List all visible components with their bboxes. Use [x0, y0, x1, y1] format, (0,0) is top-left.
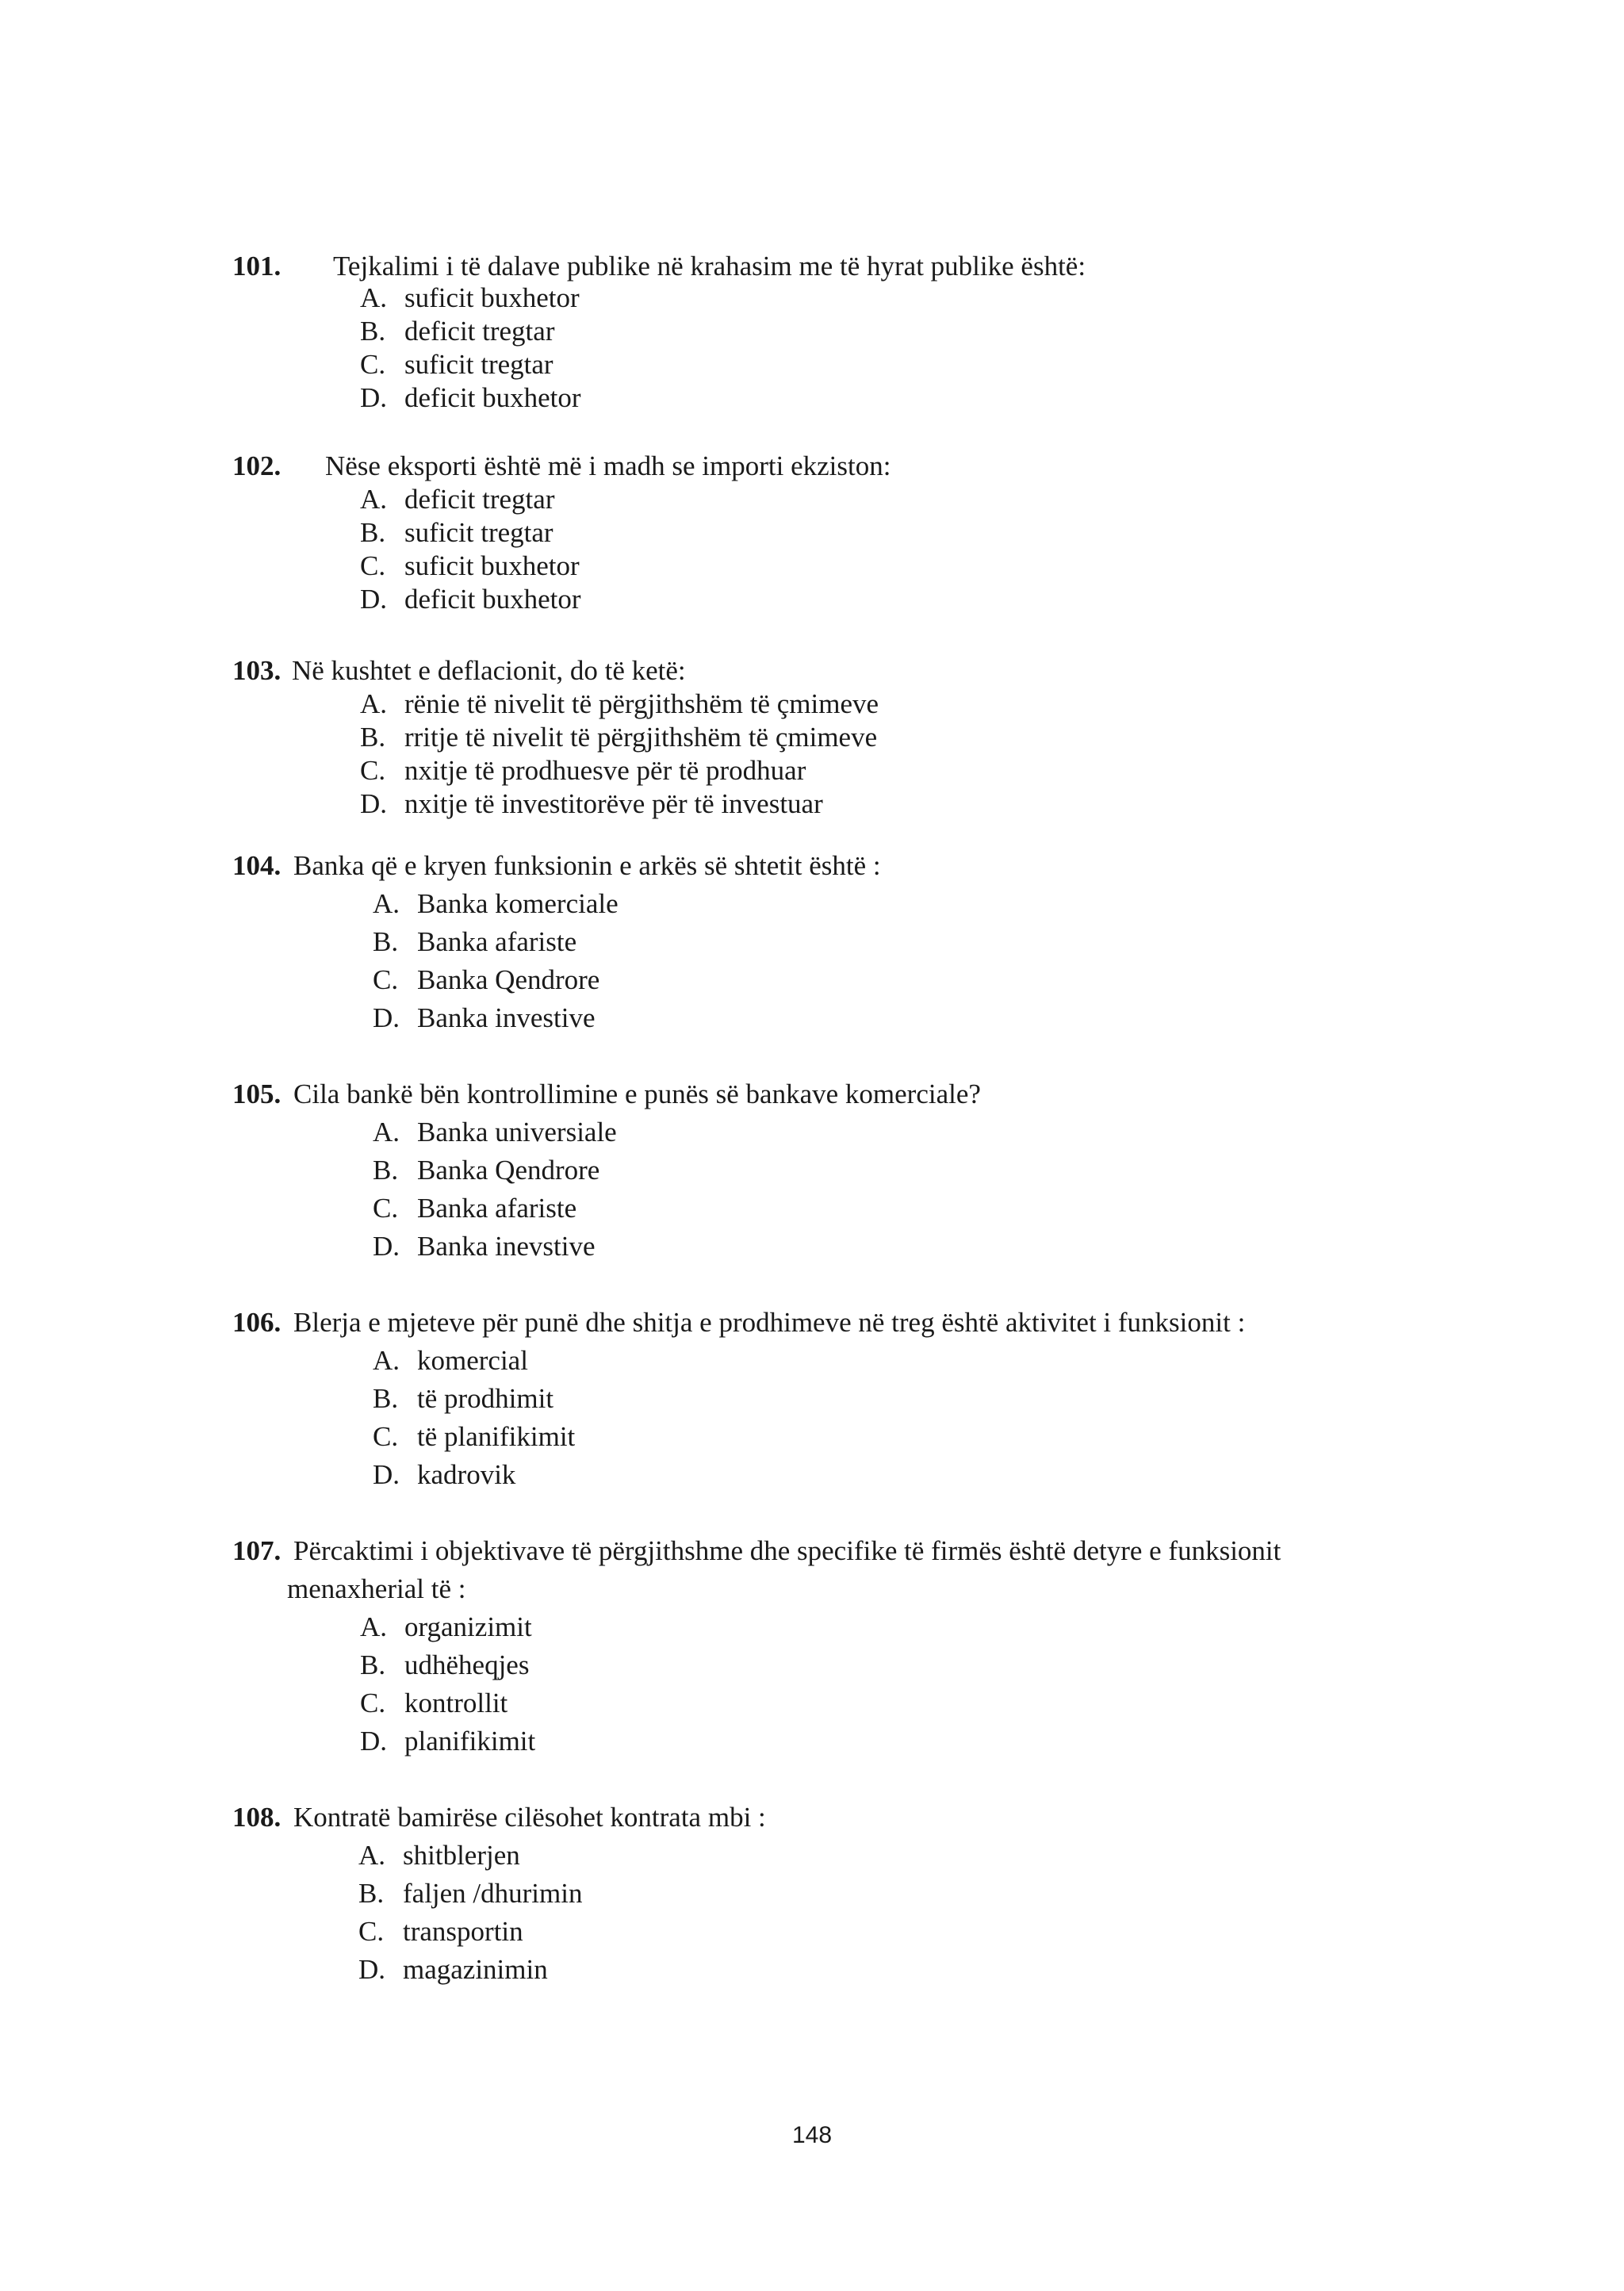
question-number: 105.: [232, 1078, 282, 1109]
option-letter: D.: [360, 584, 388, 615]
answer-option: [373, 966, 599, 994]
option-text: kontrollit: [404, 1688, 508, 1718]
answer-option: [360, 384, 581, 412]
option-letter: B.: [373, 1155, 399, 1186]
answer-option: [360, 790, 823, 818]
option-letter: B.: [360, 316, 386, 347]
option-letter: A.: [373, 1345, 400, 1376]
question-text: Nëse eksporti është më i madh se importi ekziston:: [325, 450, 891, 481]
option-letter: C.: [360, 755, 386, 786]
option-letter: C.: [360, 550, 386, 581]
option-text: nxitje të prodhuesve për të prodhuar: [404, 755, 806, 786]
question-text-continued: menaxherial të :: [287, 1573, 466, 1604]
question-number: 106.: [232, 1307, 282, 1338]
option-letter: B.: [360, 517, 386, 548]
answer-option: [373, 1461, 515, 1488]
option-letter: C.: [358, 1916, 385, 1947]
option-text: nxitje të investitorëve për të investuar: [404, 788, 823, 819]
option-text: Banka inevstive: [417, 1231, 596, 1262]
option-letter: D.: [360, 382, 388, 413]
question-number: 107.: [232, 1535, 282, 1566]
option-letter: D.: [360, 788, 388, 819]
answer-option: [360, 552, 580, 580]
option-text: transportin: [403, 1916, 523, 1947]
option-text: komercial: [417, 1345, 528, 1376]
answer-option: [373, 928, 576, 956]
option-letter: D.: [373, 1002, 400, 1033]
option-letter: C.: [373, 1421, 399, 1452]
question-text: Kontratë bamirëse cilësohet kontrata mbi :: [293, 1802, 766, 1833]
option-text: kadrovik: [417, 1459, 516, 1490]
option-text: deficit buxhetor: [404, 584, 581, 615]
answer-option: [360, 485, 554, 513]
answer-option: [373, 1232, 596, 1260]
answer-option: [360, 284, 580, 312]
answer-option: [373, 890, 619, 918]
option-letter: A.: [360, 282, 388, 313]
answer-option: [358, 1956, 548, 1983]
question-text: Në kushtet e deflacionit, do të ketë:: [292, 655, 686, 686]
option-letter: B.: [358, 1878, 385, 1909]
option-text: suficit tregtar: [404, 349, 553, 380]
option-text: Banka afariste: [417, 926, 577, 957]
answer-option: [360, 723, 877, 751]
option-text: të prodhimit: [417, 1383, 554, 1414]
question-text: Banka që e kryen funksionin e arkës së shtetit është :: [293, 850, 881, 881]
option-letter: B.: [373, 1383, 399, 1414]
answer-option: [360, 1727, 535, 1755]
option-text: Banka komerciale: [417, 888, 619, 919]
option-letter: D.: [360, 1726, 388, 1757]
option-letter: D.: [358, 1954, 386, 1985]
question-text: Tejkalimi i të dalave publike në krahasim me të hyrat publike është:: [333, 251, 1086, 282]
option-letter: A.: [358, 1840, 386, 1871]
option-text: magazinimin: [403, 1954, 548, 1985]
question-number: 102.: [232, 450, 282, 481]
option-letter: B.: [373, 926, 399, 957]
answer-option: [360, 690, 879, 718]
option-text: planifikimit: [404, 1726, 536, 1757]
question-text: Përcaktimi i objektivave të përgjithshme dhe specifike të firmës është detyre e funksionit: [293, 1535, 1281, 1566]
question-number: 101.: [232, 251, 282, 282]
answer-option: [373, 1423, 575, 1450]
answer-option: [358, 1879, 582, 1907]
answer-option: [373, 1194, 576, 1222]
question-text: Blerja e mjeteve për punë dhe shitja e prodhimeve në treg është aktivitet i funksionit :: [293, 1307, 1246, 1338]
question-number: 108.: [232, 1802, 282, 1833]
answer-option: [358, 1841, 520, 1869]
option-text: rritje të nivelit të përgjithshëm të çmimeve: [404, 722, 878, 753]
option-text: Banka Qendrore: [417, 964, 600, 995]
option-text: Banka Qendrore: [417, 1155, 600, 1186]
question-number: 103.: [232, 655, 282, 686]
answer-option: [373, 1156, 599, 1184]
option-letter: A.: [360, 688, 388, 719]
option-letter: A.: [360, 1611, 388, 1642]
option-text: deficit tregtar: [404, 316, 555, 347]
option-text: deficit tregtar: [404, 484, 555, 515]
option-text: Banka investive: [417, 1002, 596, 1033]
option-text: organizimit: [404, 1611, 532, 1642]
option-text: Banka universiale: [417, 1117, 617, 1147]
answer-option: [360, 317, 554, 345]
answer-option: [360, 1689, 508, 1717]
answer-option: [358, 1917, 523, 1945]
option-letter: A.: [360, 484, 388, 515]
option-letter: B.: [360, 722, 386, 753]
option-letter: C.: [373, 1193, 399, 1224]
option-text: suficit buxhetor: [404, 550, 580, 581]
option-letter: B.: [360, 1649, 386, 1680]
answer-option: [360, 757, 806, 784]
option-letter: A.: [373, 1117, 400, 1147]
option-letter: C.: [360, 1688, 386, 1718]
option-text: faljen /dhurimin: [403, 1878, 583, 1909]
option-letter: C.: [360, 349, 386, 380]
answer-option: [360, 519, 553, 546]
option-text: Banka afariste: [417, 1193, 577, 1224]
answer-option: [373, 1004, 596, 1032]
answer-option: [360, 1651, 529, 1679]
option-text: suficit tregtar: [404, 517, 553, 548]
option-text: udhëheqjes: [404, 1649, 530, 1680]
option-text: deficit buxhetor: [404, 382, 581, 413]
option-text: rënie të nivelit të përgjithshëm të çmimeve: [404, 688, 879, 719]
answer-option: [360, 1613, 532, 1641]
option-text: të planifikimit: [417, 1421, 576, 1452]
option-letter: A.: [373, 888, 400, 919]
option-letter: D.: [373, 1459, 400, 1490]
option-letter: C.: [373, 964, 399, 995]
answer-option: [360, 351, 553, 378]
answer-option: [373, 1347, 528, 1374]
question-number: 104.: [232, 850, 282, 881]
option-text: shitblerjen: [403, 1840, 520, 1871]
answer-option: [373, 1118, 617, 1146]
option-letter: D.: [373, 1231, 400, 1262]
option-text: suficit buxhetor: [404, 282, 580, 313]
question-text: Cila bankë bën kontrollimine e punës së bankave komerciale?: [293, 1078, 981, 1109]
page-number: 148: [791, 2122, 833, 2148]
answer-option: [360, 585, 581, 613]
answer-option: [373, 1385, 553, 1412]
